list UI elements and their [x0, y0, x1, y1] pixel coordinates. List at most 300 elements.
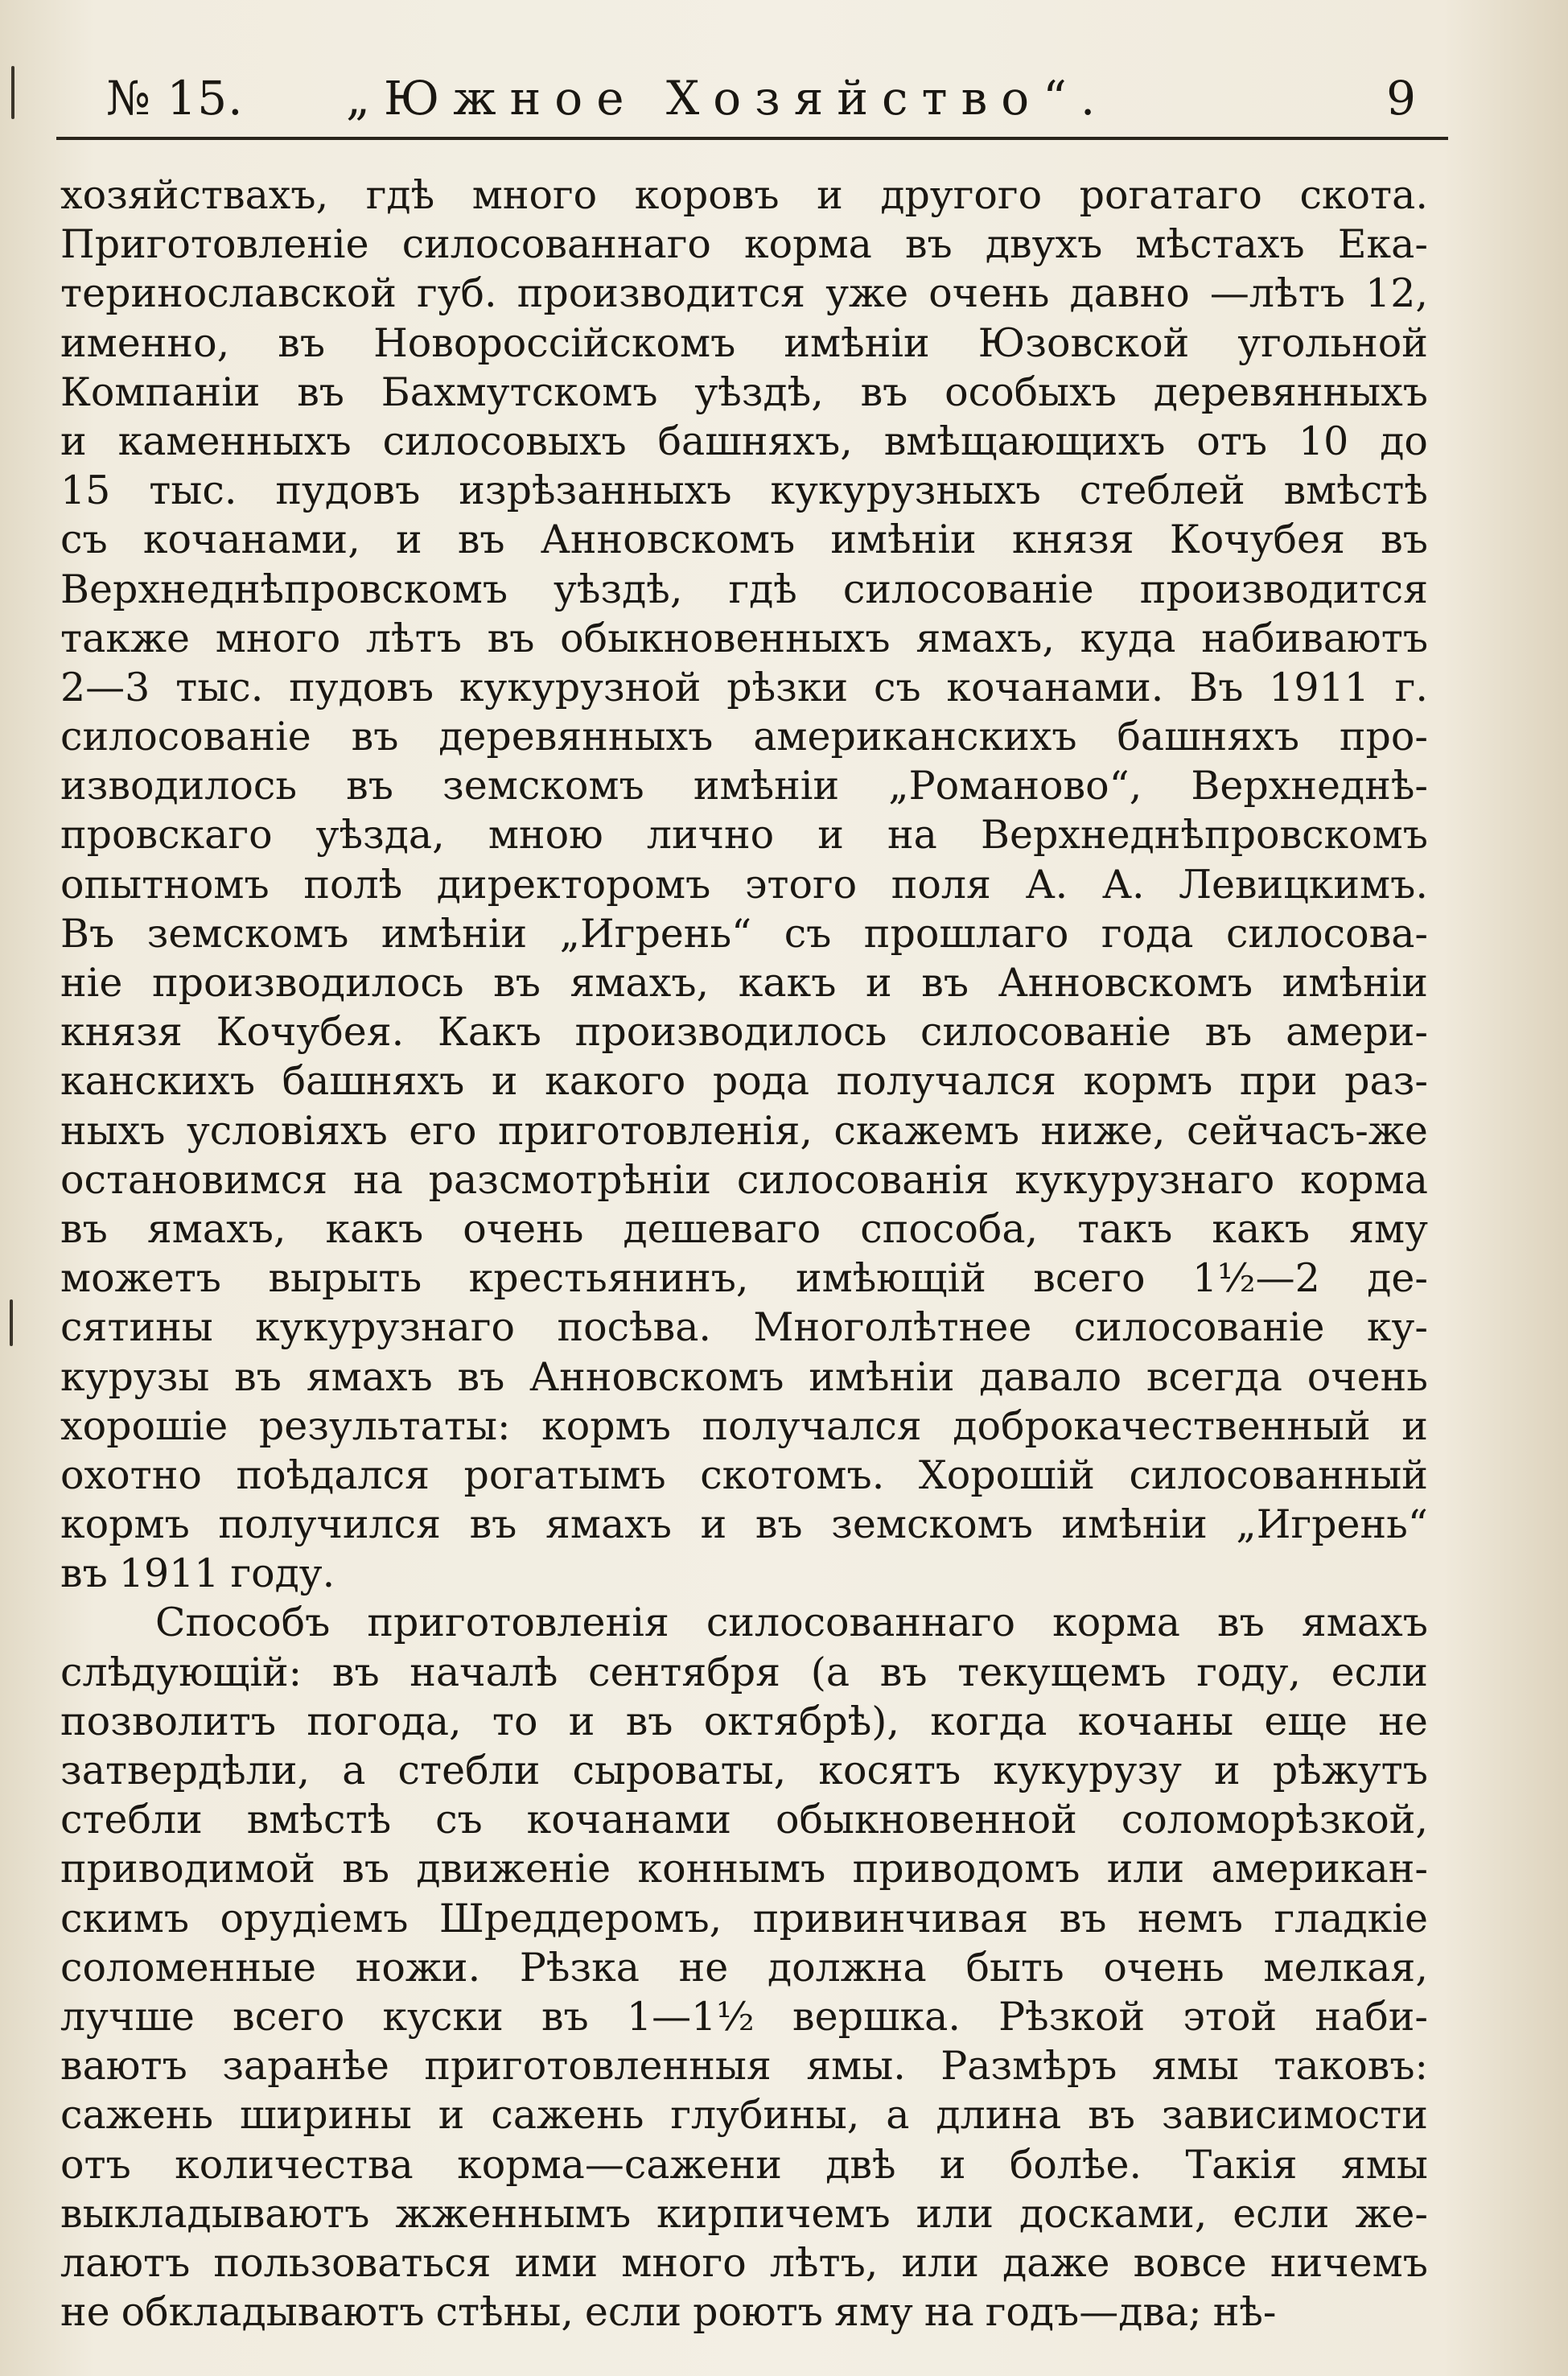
- word: косятъ: [818, 1748, 961, 1793]
- word: корма—сажени: [457, 2141, 782, 2188]
- word: дешеваго: [623, 1205, 821, 1252]
- word: полѣ: [303, 861, 403, 908]
- word: имѣніи: [830, 517, 977, 563]
- text-line: [60, 761, 1428, 810]
- word: лично: [646, 812, 775, 859]
- word: поля: [891, 861, 991, 908]
- word: погода,: [307, 1698, 462, 1744]
- word: 1½—2: [1191, 1255, 1320, 1302]
- word: въ: [879, 1649, 928, 1695]
- word: двухъ: [985, 221, 1103, 268]
- word: ямы.: [806, 2043, 906, 2090]
- header-rule: [56, 137, 1448, 140]
- text-line: [60, 1500, 1428, 1549]
- text-line: [60, 1155, 1428, 1204]
- word: какъ: [1212, 1205, 1311, 1252]
- word: кукурузныхъ: [770, 467, 1041, 514]
- word: въ: [493, 960, 541, 1006]
- word: количества: [175, 2141, 414, 2188]
- text-line: [60, 1204, 1428, 1254]
- word: на: [352, 1156, 403, 1203]
- word: скота.: [1299, 172, 1428, 218]
- word: въ: [1059, 1895, 1107, 1942]
- word: ямахъ,: [916, 615, 1055, 661]
- word: скотомъ.: [700, 1452, 885, 1498]
- word: силосованнаго: [401, 221, 711, 268]
- text-line: [60, 1451, 1428, 1500]
- word: крестьянинъ,: [468, 1255, 749, 1302]
- word: деревянныхъ: [438, 714, 714, 760]
- word: сятины: [60, 1304, 213, 1351]
- word: земскомъ: [146, 910, 349, 957]
- word: соломорѣзкой,: [1121, 1797, 1428, 1843]
- word: изрѣзанныхъ: [459, 467, 732, 514]
- word: „Игрень“: [559, 910, 752, 957]
- word: ямахъ: [545, 1501, 672, 1548]
- word: силосованіе: [1073, 1304, 1325, 1351]
- word: ямахъ,: [146, 1205, 286, 1252]
- word: затвердѣли,: [60, 1748, 311, 1793]
- word: мѣстахъ: [1135, 221, 1305, 268]
- word: также: [60, 615, 191, 661]
- word: году,: [1196, 1649, 1301, 1695]
- word: можетъ: [60, 1255, 221, 1302]
- word: и: [817, 172, 843, 218]
- word: разсмотрѣніи: [428, 1156, 712, 1203]
- word: производится: [516, 270, 806, 317]
- word: яму: [833, 2289, 913, 2336]
- word: въ: [1204, 1009, 1253, 1056]
- word: вовсе: [1133, 2239, 1247, 2286]
- word: набиваютъ: [1201, 615, 1428, 661]
- word: то: [492, 1698, 538, 1744]
- word: 15: [60, 467, 111, 514]
- word: гладкіе: [1274, 1895, 1428, 1942]
- text-line: [60, 2189, 1428, 2238]
- word: Левицкимъ.: [1179, 861, 1428, 908]
- word: очень: [928, 270, 1050, 317]
- journal-title: „Южное Хозяйство“.: [346, 71, 1109, 126]
- word: въ: [297, 369, 344, 415]
- word: болѣе.: [1009, 2141, 1142, 2188]
- word: кукурузной: [459, 664, 702, 710]
- word: А.: [1025, 861, 1068, 908]
- word: и: [1214, 1748, 1241, 1793]
- word: условіяхъ: [186, 1107, 388, 1154]
- word: способа,: [860, 1205, 1039, 1252]
- word: и: [939, 2141, 966, 2188]
- running-header: [56, 71, 1448, 143]
- word: сыроваты,: [572, 1748, 787, 1793]
- margin-mark: [10, 1299, 13, 1346]
- word: быть: [965, 1944, 1064, 1991]
- word: курузы: [60, 1353, 210, 1400]
- word: зависимости: [1161, 2092, 1428, 2139]
- word: приготовленія: [367, 1600, 669, 1646]
- word: Приготовленіе: [60, 221, 369, 268]
- word: производилось: [574, 1009, 887, 1056]
- word: и: [491, 1058, 518, 1105]
- word: въ: [625, 1698, 673, 1744]
- word: началѣ: [409, 1649, 558, 1695]
- word: князя: [60, 1009, 183, 1056]
- word: приготовленія,: [497, 1107, 813, 1154]
- word: когда: [930, 1698, 1047, 1744]
- word: съ: [435, 1797, 483, 1843]
- word: очень: [463, 1205, 584, 1252]
- word: двѣ: [825, 2141, 896, 2188]
- word: какъ: [325, 1205, 424, 1252]
- word: А.: [1101, 861, 1145, 908]
- word: давно: [1069, 270, 1190, 317]
- text-line: [60, 1943, 1428, 1992]
- text-line: [60, 712, 1428, 761]
- word: если: [1233, 2190, 1330, 2237]
- word: результаты:: [258, 1402, 511, 1449]
- word: годъ—два;: [985, 2289, 1202, 2336]
- word: прошлаго: [863, 910, 1069, 957]
- word: имѣющій: [795, 1255, 986, 1302]
- word: 12,: [1365, 270, 1428, 317]
- word: Въ: [60, 910, 115, 957]
- word: угольной: [1237, 319, 1428, 366]
- word: въ: [469, 1501, 517, 1548]
- word: позволитъ: [60, 1698, 277, 1744]
- word: много: [621, 2239, 747, 2286]
- word: слѣдующій:: [60, 1649, 302, 1695]
- word: кирпичемъ: [656, 2190, 891, 2237]
- word: (а: [810, 1649, 850, 1695]
- word: „Игрень“: [1236, 1501, 1428, 1548]
- word: имѣніи: [784, 319, 930, 366]
- word: въ: [351, 714, 399, 760]
- word: ножи.: [355, 1944, 481, 1991]
- page-number: 9: [1386, 71, 1416, 126]
- word: отъ: [1196, 418, 1268, 464]
- text-line: [60, 466, 1428, 515]
- word: и: [1401, 1402, 1428, 1449]
- word: ширины: [239, 2092, 412, 2139]
- word: коннымъ: [637, 1846, 826, 1892]
- word: башняхъ: [1117, 714, 1300, 760]
- margin-mark: [11, 66, 14, 119]
- word: Бахмутскомъ: [381, 369, 658, 415]
- word: деревянныхъ: [1153, 369, 1428, 415]
- word: этой: [1183, 1993, 1278, 2040]
- word: въ: [60, 1550, 108, 1597]
- word: кукурузнаго: [255, 1304, 516, 1351]
- word: приводимой: [60, 1846, 315, 1892]
- word: съ: [874, 664, 921, 710]
- word: роютъ: [693, 2289, 823, 2336]
- word: уже: [825, 270, 909, 317]
- word: кормъ: [1083, 1058, 1213, 1105]
- word: раз-: [1344, 1058, 1428, 1105]
- word: Рѣзка: [519, 1944, 640, 1991]
- word: обыкновенныхъ: [560, 615, 891, 661]
- word: въ: [860, 369, 908, 415]
- word: должна: [768, 1944, 927, 1991]
- word: хозяйствахъ,: [60, 172, 329, 218]
- word: про-: [1339, 714, 1428, 760]
- word: заранѣе: [222, 2043, 389, 2090]
- word: еще: [1264, 1698, 1348, 1744]
- word: директоромъ: [436, 861, 711, 908]
- word: ниже,: [1040, 1107, 1166, 1154]
- word: американскихъ: [753, 714, 1077, 760]
- text-line: [60, 958, 1428, 1007]
- word: кормъ: [541, 1402, 671, 1449]
- word: получился: [218, 1501, 442, 1548]
- word: Въ: [1189, 664, 1244, 710]
- word: силосованнаго: [706, 1600, 1016, 1646]
- word: Новороссійскомъ: [373, 319, 736, 366]
- word: и: [817, 812, 844, 859]
- word: Размѣръ: [940, 2043, 1117, 2090]
- word: кочанами.: [946, 664, 1164, 710]
- word: много: [215, 615, 341, 661]
- word: башняхъ: [282, 1058, 465, 1105]
- word: особыхъ: [945, 369, 1117, 415]
- word: губ.: [417, 270, 497, 317]
- word: такъ: [1077, 1205, 1173, 1252]
- word: въ: [234, 1353, 282, 1400]
- word: жженнымъ: [395, 2190, 632, 2237]
- word: башняхъ,: [657, 418, 853, 464]
- word: гдѣ: [365, 172, 435, 218]
- word: кочанами: [526, 1797, 732, 1843]
- word: Шреддеромъ,: [438, 1895, 722, 1942]
- word: очень: [1307, 1353, 1428, 1400]
- word: и: [568, 1698, 595, 1744]
- word: привинчивая: [752, 1895, 1029, 1942]
- word: или: [901, 2239, 979, 2286]
- word: 1—1½: [626, 1993, 755, 2040]
- word: въ: [346, 763, 393, 809]
- word: вмѣстѣ: [246, 1797, 392, 1843]
- word: рода: [712, 1058, 810, 1105]
- word: кормъ: [60, 1501, 190, 1548]
- word: и: [700, 1501, 727, 1548]
- word: и: [60, 418, 87, 464]
- text-line: [60, 909, 1428, 958]
- word: этого: [744, 861, 858, 908]
- word: рогатаго: [1079, 172, 1262, 218]
- word: силосованія: [736, 1156, 990, 1203]
- word: ніе: [60, 960, 123, 1006]
- word: корма: [1300, 1156, 1428, 1203]
- word: Компаніи: [60, 369, 261, 415]
- text-line: [60, 1303, 1428, 1352]
- word: какъ: [738, 960, 837, 1006]
- word: каменныхъ: [117, 418, 352, 464]
- text-line: [60, 1697, 1428, 1746]
- word: Ека-: [1337, 221, 1428, 268]
- word: нѣ-: [1212, 2289, 1277, 2336]
- word: сентября: [588, 1649, 781, 1695]
- text-line: [60, 269, 1428, 318]
- word: всего: [1033, 1255, 1146, 1302]
- word: скажемъ: [833, 1107, 1020, 1154]
- word: пудовъ: [275, 467, 421, 514]
- word: ку-: [1366, 1304, 1428, 1351]
- word: ничемъ: [1270, 2239, 1428, 2286]
- word: въ: [1381, 517, 1428, 563]
- text-line: [60, 1598, 1428, 1647]
- word: уѣздѣ,: [694, 369, 824, 415]
- word: и: [395, 517, 422, 563]
- word: Верхнеднѣ-: [1191, 763, 1428, 809]
- word: въ: [331, 1649, 380, 1695]
- word: имѣніи: [1061, 1501, 1208, 1548]
- word: же-: [1355, 2190, 1428, 2237]
- word: 1911: [118, 1550, 220, 1597]
- word: ямы: [1151, 2043, 1239, 2090]
- word: рѣжутъ: [1272, 1748, 1428, 1793]
- word: силосова-: [1225, 910, 1428, 957]
- word: имѣніи: [809, 1353, 955, 1400]
- word: именно,: [60, 319, 230, 366]
- text-line: [60, 663, 1428, 712]
- word: 2—3: [60, 664, 150, 710]
- word: или: [1106, 1846, 1185, 1892]
- text-line: [60, 1746, 1428, 1795]
- text-line: [60, 1992, 1428, 2041]
- word: Кочубея.: [216, 1009, 405, 1056]
- word: ямы: [1340, 2141, 1428, 2188]
- word: ими: [514, 2239, 599, 2286]
- word: много: [471, 172, 598, 218]
- word: длина: [936, 2092, 1062, 2139]
- word: глубины,: [670, 2092, 860, 2139]
- word: тыс.: [175, 664, 264, 710]
- word: Хорошій: [918, 1452, 1095, 1498]
- word: въ: [457, 517, 505, 563]
- word: мною: [488, 812, 603, 859]
- word: въ: [921, 960, 969, 1006]
- word: стебли: [60, 1797, 203, 1843]
- word: Рѣзкой: [998, 1993, 1146, 2040]
- text-line: [60, 515, 1428, 564]
- word: а: [342, 1748, 366, 1793]
- word: провскаго: [60, 812, 273, 859]
- word: года: [1101, 910, 1194, 957]
- word: земскомъ: [442, 763, 644, 809]
- word: Анновскомъ: [529, 1353, 784, 1400]
- word: движеніе: [416, 1846, 611, 1892]
- text-line: [60, 1007, 1428, 1056]
- word: сажень: [60, 2092, 214, 2139]
- text-line: [60, 171, 1428, 220]
- word: на: [924, 2289, 974, 2336]
- text-line: [60, 1549, 1428, 1598]
- word: 10: [1298, 418, 1349, 464]
- word: при: [1239, 1058, 1318, 1105]
- word: не: [60, 2289, 110, 2336]
- text-line: [60, 1648, 1428, 1697]
- word: отъ: [60, 2141, 131, 2188]
- text-line: [60, 1894, 1428, 1943]
- word: остановимся: [60, 1156, 328, 1203]
- word: хорошіе: [60, 1402, 228, 1449]
- word: силосованіе: [920, 1009, 1171, 1056]
- word: не: [678, 1944, 729, 1991]
- word: корма: [1052, 1600, 1180, 1646]
- word: и: [438, 2092, 465, 2139]
- word: въ: [755, 1501, 803, 1548]
- word: имѣніи: [381, 910, 528, 957]
- word: де-: [1367, 1255, 1428, 1302]
- word: ямахъ: [306, 1353, 433, 1400]
- word: американ-: [1211, 1846, 1428, 1892]
- word: ныхъ: [60, 1107, 166, 1154]
- word: рогатымъ: [463, 1452, 666, 1498]
- word: досками,: [1019, 2190, 1208, 2237]
- text-line: [60, 1254, 1428, 1303]
- word: гдѣ: [728, 566, 797, 612]
- word: имѣніи: [693, 763, 840, 809]
- word: Анновскомъ: [998, 960, 1253, 1006]
- word: поѣдался: [236, 1452, 430, 1498]
- word: въ: [1217, 1600, 1265, 1646]
- word: лаютъ: [60, 2239, 191, 2286]
- word: коровъ: [634, 172, 780, 218]
- word: получался: [836, 1058, 1056, 1105]
- word: охотно: [60, 1452, 202, 1498]
- word: куда: [1080, 615, 1176, 661]
- word: пудовъ: [289, 664, 434, 710]
- word: посѣва.: [557, 1304, 711, 1351]
- word: на: [887, 812, 937, 859]
- text-line: [60, 368, 1428, 417]
- word: опытномъ: [60, 861, 270, 908]
- word: амери-: [1286, 1009, 1428, 1056]
- word: наби-: [1315, 1993, 1428, 2040]
- text-line: [60, 565, 1428, 614]
- word: въ: [342, 1846, 389, 1892]
- word: тыс.: [149, 467, 237, 514]
- word: стеблей: [1079, 467, 1245, 514]
- word: силосованіе: [842, 566, 1094, 612]
- word: въ: [60, 1205, 108, 1252]
- word: кукурузнаго: [1014, 1156, 1275, 1203]
- word: текущемъ: [957, 1649, 1167, 1695]
- word: даже: [1002, 2239, 1110, 2286]
- word: —лѣтъ: [1209, 270, 1345, 317]
- word: канскихъ: [60, 1058, 256, 1105]
- word: выкладываютъ: [60, 2190, 370, 2237]
- word: ямахъ,: [570, 960, 710, 1006]
- text-line: [60, 1106, 1428, 1155]
- word: вершка.: [792, 1993, 961, 2040]
- text-line: [60, 1353, 1428, 1402]
- word: имѣніи: [1282, 960, 1428, 1006]
- word: году.: [230, 1550, 335, 1597]
- word: князя: [1011, 517, 1134, 563]
- word: вмѣщающихъ: [883, 418, 1166, 464]
- word: съ: [60, 517, 108, 563]
- word: лучше: [60, 1993, 195, 2040]
- word: Такія: [1185, 2141, 1298, 2188]
- word: уѣзда,: [315, 812, 445, 859]
- text-line: [60, 2140, 1428, 2189]
- word: какого: [545, 1058, 686, 1105]
- word: съ: [784, 910, 832, 957]
- text-line: [60, 1056, 1428, 1106]
- word: Верхнеднѣпровскомъ: [60, 566, 508, 612]
- word: въ: [278, 319, 325, 366]
- word: теринославской: [60, 270, 397, 317]
